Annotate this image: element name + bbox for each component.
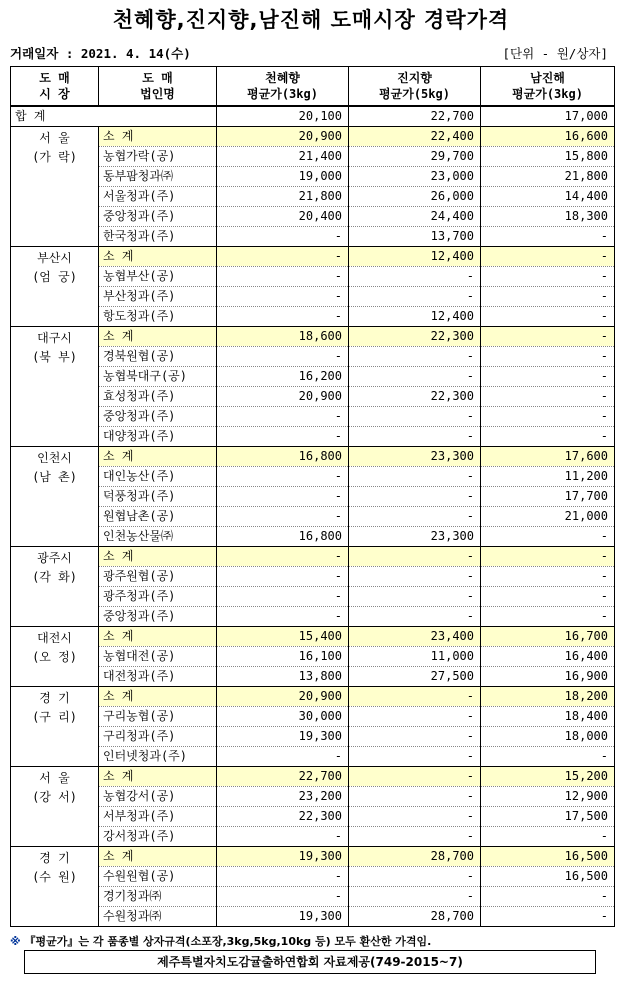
table-row xyxy=(11,707,615,727)
price-value: 21,800 xyxy=(481,167,615,187)
price-value: - xyxy=(481,587,615,607)
corp-name: 대인농산(주) xyxy=(99,467,217,487)
price-value: - xyxy=(349,507,481,527)
price-value: 17,500 xyxy=(481,807,615,827)
total-label: 합 계 xyxy=(11,106,217,127)
price-value: 19,300 xyxy=(217,847,349,867)
subtotal-row xyxy=(11,247,615,267)
price-value: 13,800 xyxy=(217,667,349,687)
corp-name: 광주청과(주) xyxy=(99,587,217,607)
table-row xyxy=(11,267,615,287)
price-value: - xyxy=(349,887,481,907)
table-row xyxy=(11,567,615,587)
table-row xyxy=(11,667,615,687)
table-row xyxy=(11,207,615,227)
price-value: - xyxy=(217,427,349,447)
price-value: - xyxy=(217,487,349,507)
page-title: 천혜향,진지향,남진해 도매시장 경락가격 xyxy=(112,8,510,32)
total-row xyxy=(11,106,615,127)
price-value: 15,200 xyxy=(481,767,615,787)
price-value: - xyxy=(349,467,481,487)
table-row xyxy=(11,727,615,747)
subtotal-row xyxy=(11,627,615,647)
market-district: (각 화) xyxy=(32,570,77,584)
corp-name: 강서청과(주) xyxy=(99,827,217,847)
table-row xyxy=(11,507,615,527)
price-value: 23,300 xyxy=(349,527,481,547)
price-value: - xyxy=(481,747,615,767)
corp-name: 인터넷청과(주) xyxy=(99,747,217,767)
price-value: - xyxy=(349,787,481,807)
price-value: - xyxy=(481,287,615,307)
price-value: - xyxy=(217,227,349,247)
price-value: - xyxy=(349,367,481,387)
market-cell xyxy=(11,767,99,847)
subtotal-label: 소 계 xyxy=(99,627,217,647)
market-name: 광주시 xyxy=(37,551,72,565)
price-value: - xyxy=(217,747,349,767)
subtotal-row xyxy=(11,447,615,467)
price-value: - xyxy=(481,527,615,547)
price-value: 22,400 xyxy=(349,127,481,147)
price-value: 18,000 xyxy=(481,727,615,747)
market-cell xyxy=(11,687,99,767)
price-value: - xyxy=(481,567,615,587)
corp-name: 구리농협(공) xyxy=(99,707,217,727)
subtotal-label: 소 계 xyxy=(99,767,217,787)
price-value: - xyxy=(481,907,615,927)
price-value: 16,600 xyxy=(481,127,615,147)
price-value: 20,900 xyxy=(217,127,349,147)
subtotal-row xyxy=(11,847,615,867)
price-value: - xyxy=(349,287,481,307)
price-value: - xyxy=(349,427,481,447)
market-district: (오 정) xyxy=(32,650,77,664)
market-district: (구 리) xyxy=(32,710,77,724)
table-row xyxy=(11,427,615,447)
price-value: - xyxy=(217,247,349,267)
price-value: - xyxy=(481,347,615,367)
price-value: 13,700 xyxy=(349,227,481,247)
price-value: - xyxy=(481,247,615,267)
corp-name: 수원원협(공) xyxy=(99,867,217,887)
price-value: 18,400 xyxy=(481,707,615,727)
price-value: 20,900 xyxy=(217,687,349,707)
price-value: - xyxy=(481,887,615,907)
price-value: 12,400 xyxy=(349,307,481,327)
market-name: 서 울 xyxy=(39,131,70,145)
subtotal-label: 소 계 xyxy=(99,447,217,467)
price-value: - xyxy=(217,887,349,907)
table-row xyxy=(11,827,615,847)
corp-name: 효성청과(주) xyxy=(99,387,217,407)
price-value: 12,900 xyxy=(481,787,615,807)
table-row xyxy=(11,887,615,907)
corp-name: 농협가락(공) xyxy=(99,147,217,167)
market-cell xyxy=(11,547,99,627)
market-district: (엄 궁) xyxy=(32,270,77,284)
price-value: 16,700 xyxy=(481,627,615,647)
note-text: 『평균가』는 각 품종별 상자규격(소포장,3kg,5kg,10kg 등) 모두 환산한 가격임. xyxy=(24,935,432,948)
market-cell xyxy=(11,447,99,547)
table-row xyxy=(11,387,615,407)
price-value: - xyxy=(349,867,481,887)
market-name: 대전시 xyxy=(37,631,72,645)
price-value: - xyxy=(349,747,481,767)
price-value: 16,100 xyxy=(217,647,349,667)
market-district: (수 원) xyxy=(32,870,77,884)
price-value: - xyxy=(349,487,481,507)
price-value: 18,300 xyxy=(481,207,615,227)
note-mark: ※ xyxy=(10,935,21,948)
corp-name: 덕풍청과(주) xyxy=(99,487,217,507)
corp-name: 중앙청과(주) xyxy=(99,407,217,427)
table-row xyxy=(11,407,615,427)
corp-name: 대전청과(주) xyxy=(99,667,217,687)
table-row xyxy=(11,467,615,487)
price-value: 27,500 xyxy=(349,667,481,687)
table-row xyxy=(11,487,615,507)
corp-name: 대양청과(주) xyxy=(99,427,217,447)
table-row xyxy=(11,787,615,807)
price-value: - xyxy=(217,867,349,887)
corp-name: 수원청과㈜ xyxy=(99,907,217,927)
table-row xyxy=(11,287,615,307)
price-value: - xyxy=(349,407,481,427)
subtotal-label: 소 계 xyxy=(99,687,217,707)
price-value: 23,400 xyxy=(349,627,481,647)
corp-name: 경북원협(공) xyxy=(99,347,217,367)
price-value: - xyxy=(349,347,481,367)
subtotal-label: 소 계 xyxy=(99,127,217,147)
price-value: - xyxy=(349,267,481,287)
table-row xyxy=(11,647,615,667)
price-value: 16,200 xyxy=(217,367,349,387)
unit-label: [단위 - 원/상자] xyxy=(502,46,608,61)
table-row xyxy=(11,147,615,167)
market-name: 부산시 xyxy=(37,251,72,265)
price-value: - xyxy=(217,607,349,627)
subtotal-label: 소 계 xyxy=(99,847,217,867)
corp-name: 부산청과(주) xyxy=(99,287,217,307)
price-table xyxy=(10,66,615,927)
market-district: (강 서) xyxy=(32,790,77,804)
header-col2: 진지향 평균가(5kg) xyxy=(349,67,481,107)
price-value: - xyxy=(349,727,481,747)
corp-name: 구리청과(주) xyxy=(99,727,217,747)
corp-name: 한국청과(주) xyxy=(99,227,217,247)
price-value: - xyxy=(217,307,349,327)
price-value: - xyxy=(481,367,615,387)
corp-name: 농협강서(공) xyxy=(99,787,217,807)
header-row xyxy=(11,67,615,107)
price-value: - xyxy=(217,347,349,367)
table-row xyxy=(11,867,615,887)
price-value: - xyxy=(481,387,615,407)
price-value: 17,700 xyxy=(481,487,615,507)
price-value: 21,000 xyxy=(481,507,615,527)
header-col3: 남진해 평균가(3kg) xyxy=(481,67,615,107)
market-cell xyxy=(11,247,99,327)
market-name: 경 기 xyxy=(39,851,70,865)
corp-name: 광주원협(공) xyxy=(99,567,217,587)
market-name: 인천시 xyxy=(37,451,72,465)
subtotal-label: 소 계 xyxy=(99,547,217,567)
corp-name: 농협북대구(공) xyxy=(99,367,217,387)
price-value: 23,000 xyxy=(349,167,481,187)
table-row xyxy=(11,367,615,387)
price-value: 16,900 xyxy=(481,667,615,687)
footnote xyxy=(10,933,431,949)
price-value: 17,600 xyxy=(481,447,615,467)
price-value: - xyxy=(349,567,481,587)
market-district: (가 락) xyxy=(32,150,77,164)
price-value: - xyxy=(349,687,481,707)
price-value: 19,000 xyxy=(217,167,349,187)
table-row xyxy=(11,527,615,547)
price-value: - xyxy=(481,267,615,287)
price-value: - xyxy=(217,287,349,307)
corp-name: 항도청과(주) xyxy=(99,307,217,327)
price-value: - xyxy=(349,767,481,787)
price-value: 22,700 xyxy=(217,767,349,787)
total-value: 22,700 xyxy=(349,106,481,127)
price-value: 18,200 xyxy=(481,687,615,707)
price-value: 15,400 xyxy=(217,627,349,647)
price-value: - xyxy=(217,507,349,527)
price-value: - xyxy=(349,707,481,727)
corp-name: 농협부산(공) xyxy=(99,267,217,287)
subtotal-label: 소 계 xyxy=(99,247,217,267)
subtotal-row xyxy=(11,767,615,787)
header-corp: 도 매 법인명 xyxy=(99,67,217,107)
price-value: 21,400 xyxy=(217,147,349,167)
price-value: 22,300 xyxy=(217,807,349,827)
corp-name: 중앙청과(주) xyxy=(99,207,217,227)
corp-name: 동부팜청과㈜ xyxy=(99,167,217,187)
table-row xyxy=(11,587,615,607)
price-value: 30,000 xyxy=(217,707,349,727)
price-value: - xyxy=(217,267,349,287)
table-row xyxy=(11,227,615,247)
subtotal-row xyxy=(11,687,615,707)
price-value: 23,200 xyxy=(217,787,349,807)
table-row xyxy=(11,167,615,187)
market-name: 경 기 xyxy=(39,691,70,705)
market-cell xyxy=(11,627,99,687)
trade-date: 거래일자 : 2021. 4. 14(수) xyxy=(10,46,191,61)
price-value: - xyxy=(481,327,615,347)
market-name: 서 울 xyxy=(39,771,70,785)
price-value: - xyxy=(481,607,615,627)
price-value: 16,800 xyxy=(217,447,349,467)
table-row xyxy=(11,307,615,327)
price-value: - xyxy=(481,427,615,447)
corp-name: 농협대전(공) xyxy=(99,647,217,667)
table-row xyxy=(11,607,615,627)
subtotal-row xyxy=(11,127,615,147)
price-value: 19,300 xyxy=(217,727,349,747)
price-value: 16,500 xyxy=(481,847,615,867)
price-value: - xyxy=(217,407,349,427)
price-value: - xyxy=(481,547,615,567)
market-cell xyxy=(11,327,99,447)
price-value: 24,400 xyxy=(349,207,481,227)
price-value: - xyxy=(217,547,349,567)
price-value: 11,200 xyxy=(481,467,615,487)
price-value: 22,300 xyxy=(349,327,481,347)
price-value: 16,500 xyxy=(481,867,615,887)
price-value: - xyxy=(349,547,481,567)
subtotal-row xyxy=(11,547,615,567)
price-value: 28,700 xyxy=(349,907,481,927)
market-district: (북 부) xyxy=(32,350,77,364)
subtotal-row xyxy=(11,327,615,347)
header-market: 도 매 시 장 xyxy=(11,67,99,107)
corp-name: 중앙청과(주) xyxy=(99,607,217,627)
table-row xyxy=(11,747,615,767)
table-row xyxy=(11,187,615,207)
price-value: 29,700 xyxy=(349,147,481,167)
price-value: 22,300 xyxy=(349,387,481,407)
price-value: - xyxy=(349,827,481,847)
price-value: 14,400 xyxy=(481,187,615,207)
corp-name: 서울청과(주) xyxy=(99,187,217,207)
price-value: 18,600 xyxy=(217,327,349,347)
price-value: 28,700 xyxy=(349,847,481,867)
total-value: 20,100 xyxy=(217,106,349,127)
price-value: 15,800 xyxy=(481,147,615,167)
price-value: - xyxy=(217,587,349,607)
total-value: 17,000 xyxy=(481,106,615,127)
market-cell xyxy=(11,847,99,927)
header-col1: 천혜향 평균가(3kg) xyxy=(217,67,349,107)
price-value: - xyxy=(481,407,615,427)
price-value: - xyxy=(481,827,615,847)
table-row xyxy=(11,907,615,927)
price-value: 11,000 xyxy=(349,647,481,667)
corp-name: 경기청과㈜ xyxy=(99,887,217,907)
price-value: 20,400 xyxy=(217,207,349,227)
price-value: - xyxy=(349,587,481,607)
table-row xyxy=(11,347,615,367)
price-value: 19,300 xyxy=(217,907,349,927)
market-cell xyxy=(11,127,99,247)
price-value: - xyxy=(481,227,615,247)
price-value: - xyxy=(217,467,349,487)
price-value: - xyxy=(481,307,615,327)
price-value: 16,400 xyxy=(481,647,615,667)
subtotal-label: 소 계 xyxy=(99,327,217,347)
price-value: - xyxy=(349,607,481,627)
corp-name: 원협남촌(공) xyxy=(99,507,217,527)
price-value: - xyxy=(217,567,349,587)
corp-name: 서부청과(주) xyxy=(99,807,217,827)
price-value: 16,800 xyxy=(217,527,349,547)
market-district: (남 촌) xyxy=(32,470,77,484)
price-value: 26,000 xyxy=(349,187,481,207)
price-value: - xyxy=(217,827,349,847)
price-value: 23,300 xyxy=(349,447,481,467)
table-row xyxy=(11,807,615,827)
price-value: 12,400 xyxy=(349,247,481,267)
corp-name: 인천농산물㈜ xyxy=(99,527,217,547)
source-footer: 제주특별자치도감귤출하연합회 자료제공(749-2015~7) xyxy=(24,950,596,974)
price-value: 20,900 xyxy=(217,387,349,407)
price-value: 21,800 xyxy=(217,187,349,207)
price-value: - xyxy=(349,807,481,827)
market-name: 대구시 xyxy=(37,331,72,345)
